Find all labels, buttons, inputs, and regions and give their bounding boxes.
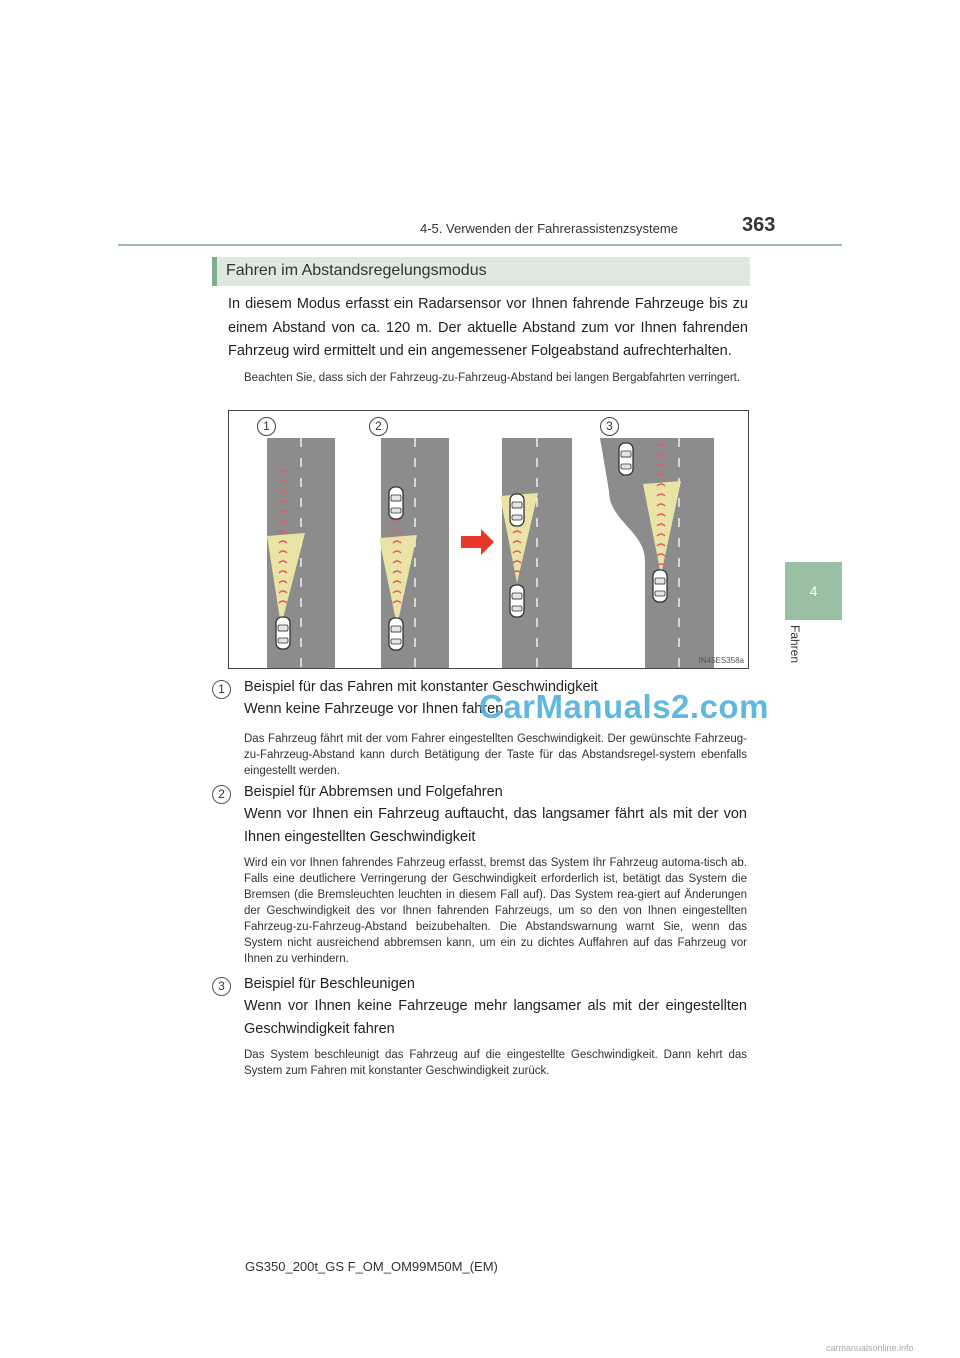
section-heading-bar [212, 257, 217, 286]
watermark-bottom: carmanualsonline.info [826, 1343, 914, 1353]
item-3-condition-line-1: Wenn vor Ihnen keine Fahrzeuge mehr langsamer als mit der eingestellten [244, 998, 747, 1014]
intro-note: Beachten Sie, dass sich der Fahrzeug-zu-Fahrzeug-Abstand bei langen Bergabfahrten verringert. [244, 372, 741, 384]
item-2-text: Wird ein vor Ihnen fahrendes Fahrzeug erfasst, bremst das System Ihr Fahrzeug automa-tisch ab. Falls eine deutlichere Verringerung der Geschwindigkeit erforderlich ist, betätigt das System die Bremsen (die Bremsleuchten leuchten in diesem Fall auf). Das System rea-giert auf Änderungen der Geschwindigkeit des vor Ihnen fahrenden Fahrzeugs, um so den von Ihnen eingestellten Fahrzeug-zu-Fahrzeug-Abstand beizubehalten. Die Abstandswarnung warnt Sie, wenn das System nicht ausreichend abbremsen kann, um ein zu dichtes Auffahren auf das Fahrzeug vor Ihnen zu verhindern. [244, 857, 747, 965]
figure-code: IN45ES358a [698, 656, 744, 665]
car-icon [510, 585, 524, 617]
watermark: CarManuals2.com [479, 688, 769, 725]
item-3-title: Beispiel für Beschleunigen [244, 976, 415, 992]
illustration [228, 410, 749, 669]
item-3-text: Das System beschleunigt das Fahrzeug auf die eingestellte Geschwindigkeit. Dann kehrt das System zum Fahren mit konstanter Geschwindigkeit zurück. [244, 1049, 747, 1077]
chapter-tab-label: Fahren [788, 625, 802, 664]
item-number-3: 3 [212, 977, 231, 996]
running-header-title: 4-5. Verwenden der Fahrerassistenzsysteme [420, 221, 678, 236]
item-3-condition-line-2: Geschwindigkeit fahren [244, 1021, 395, 1037]
page-number: 363 [742, 214, 776, 236]
item-number-1: 1 [212, 680, 231, 699]
illustration-drawing [229, 411, 748, 668]
car-icon [276, 617, 290, 649]
car-icon [510, 494, 524, 526]
item-1-title: Beispiel für das Fahren mit konstanter Geschwindigkeit [244, 679, 598, 695]
car-icon [619, 443, 633, 475]
figure-label-3: 3 [600, 417, 619, 436]
figure-label-2: 2 [369, 417, 388, 436]
item-2-condition-line-2: Ihnen eingestellten Geschwindigkeit [244, 829, 476, 845]
section-heading-title: Fahren im Abstandsregelungsmodus [226, 262, 487, 279]
item-2-title: Beispiel für Abbremsen und Folgefahren [244, 784, 503, 800]
item-number-2: 2 [212, 785, 231, 804]
item-1-condition: Wenn keine Fahrzeuge vor Ihnen fahren [244, 701, 504, 717]
section-heading [212, 257, 750, 286]
arrow-right-icon [461, 529, 494, 555]
item-2-condition-line-1: Wenn vor Ihnen ein Fahrzeug auftaucht, das langsamer fährt als mit der von [244, 806, 747, 822]
figure-label-1: 1 [257, 417, 276, 436]
footer-code: GS350_200t_GS F_OM_OM99M50M_(EM) [245, 1259, 498, 1274]
car-icon [653, 570, 667, 602]
item-1-text: Das Fahrzeug fährt mit der vom Fahrer eingestellten Geschwindigkeit. Der gewünschte Fahrzeug-zu-Fahrzeug-Abstand kann durch Betätigung der Taste für das Abstandsregel-system ebenfalls eingestellt werden. [244, 733, 747, 777]
header-rule [118, 244, 842, 246]
intro-paragraph: In diesem Modus erfasst ein Radarsensor vor Ihnen fahrende Fahrzeuge bis zu einem Abstand von ca. 120 m. Der aktuelle Abstand zum vor Ihnen fahrenden Fahrzeug wird ermittelt und ein angemessener Folgeabstand aufrechterhalten. [228, 296, 748, 359]
chapter-tab[interactable] [785, 562, 842, 620]
chapter-tab-number: 4 [809, 583, 818, 599]
car-icon [389, 487, 403, 519]
car-icon [389, 618, 403, 650]
